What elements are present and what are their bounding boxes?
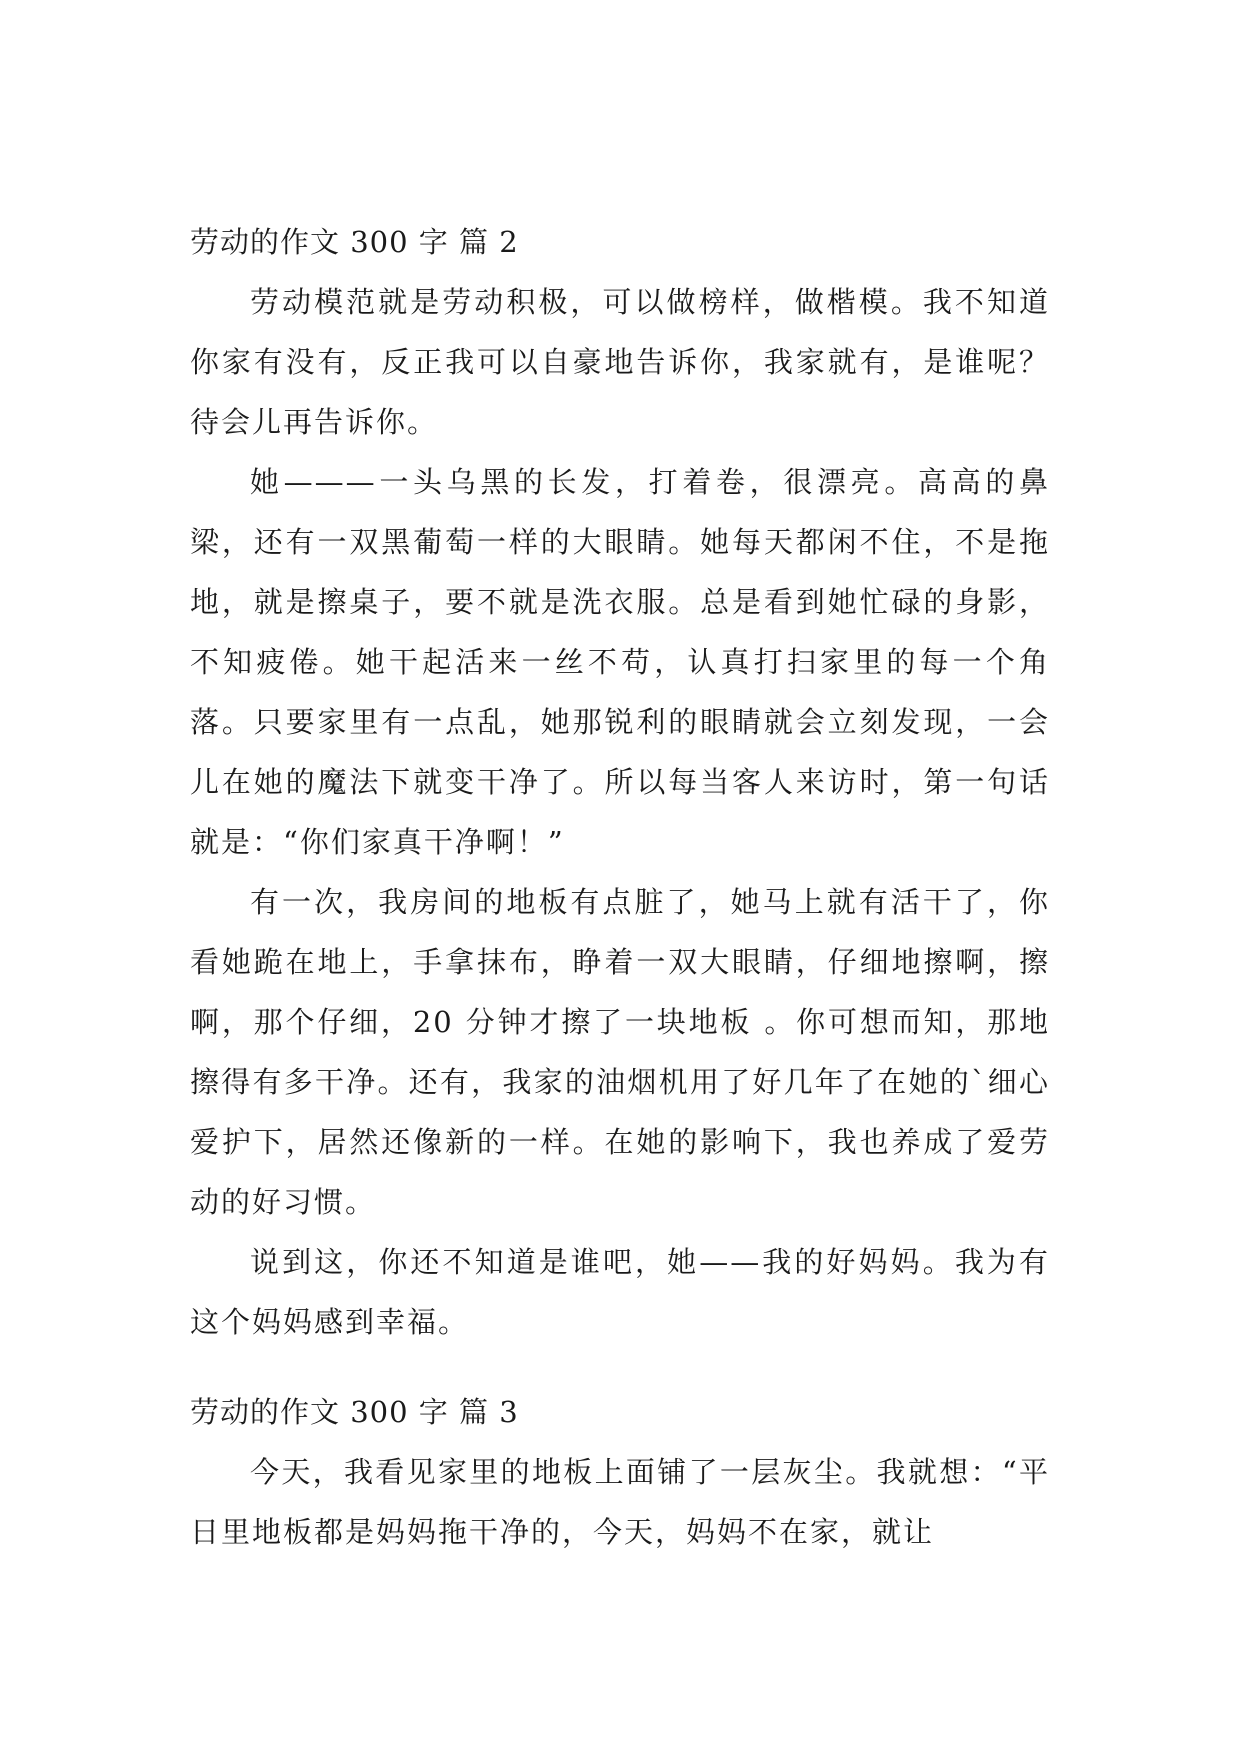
paragraph: 她———一头乌黑的长发，打着卷，很漂亮。高高的鼻梁，还有一双黑葡萄一样的大眼睛。她每天都闲不住，不是拖地，就是擦桌子，要不就是洗衣服。总是看到她忙碌的身影，不知疲倦。她干起活来一丝不苟，认真打扫家里的每一个角落。只要家里有一点乱，她那锐利的眼睛就会立刻发现，一会儿在她的魔法下就变干净了。所以每当客人来访时，第一句话就是：“你们家真干净啊！” (190, 465, 1050, 859)
paragraph: 今天，我看见家里的地板上面铺了一层灰尘。我就想：“平日里地板都是妈妈拖干净的，今天，妈妈不在家，就让 (190, 1455, 1050, 1549)
section-title: 劳动的作文 300 字 篇 2 (190, 225, 519, 259)
section-title: 劳动的作文 300 字 篇 3 (190, 1395, 519, 1429)
paragraph: 劳动模范就是劳动积极，可以做榜样，做楷模。我不知道你家有没有，反正我可以自豪地告诉你，我家就有，是谁呢？待会儿再告诉你。 (190, 285, 1050, 439)
paragraph: 说到这，你还不知道是谁吧，她——我的好妈妈。我为有这个妈妈感到幸福。 (190, 1245, 1050, 1339)
paragraph: 有一次，我房间的地板有点脏了，她马上就有活干了，你看她跪在地上，手拿抹布，睁着一双大眼睛，仔细地擦啊，擦啊，那个仔细，20 分钟才擦了一块地板 。你可想而知，那地擦得有多干净。还有，我家的油烟机用了好几年了在她的`细心爱护下，居然还像新的一样。在她的影响下，我也养成了爱劳动的好习惯。 (190, 885, 1050, 1219)
